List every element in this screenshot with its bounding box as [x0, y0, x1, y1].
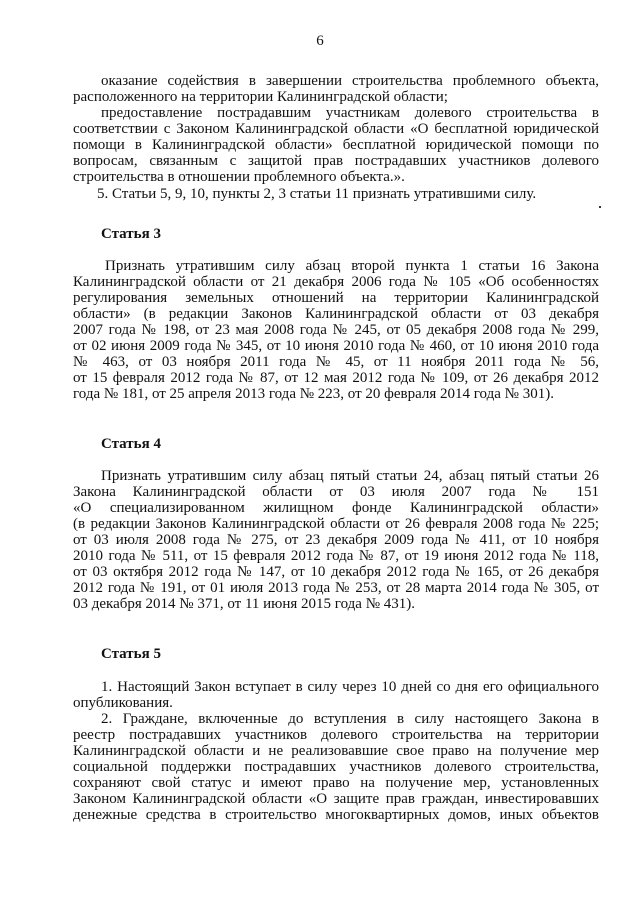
text-line: строительства в отношении проблемного объекта.». [73, 169, 405, 185]
text-line: области» (в редакции Законов Калининградской области от 03 декабря [73, 306, 599, 322]
text-line: 2012 года № 191, от 01 июля 2013 года № 253, от 28 марта 2014 года № 305, от [73, 580, 599, 596]
stray-mark [599, 206, 601, 208]
text-line: оказание содействия в завершении строительства проблемного объекта, [101, 73, 599, 89]
text-line: реестр пострадавших участников долевого строительства на территории [73, 727, 599, 743]
text-line: 5. Статьи 5, 9, 10, пункты 2, 3 статьи 11 признать утратившими силу. [97, 186, 537, 202]
text-line: Калининградской области и не реализовавшие свое право на получение мер [73, 743, 599, 759]
text-line: социальной поддержки пострадавших участников долевого строительства, [73, 759, 599, 775]
text-line: вопросам, связанным с защитой прав пострадавших участников долевого [73, 153, 599, 169]
text-line: 03 декабря 2014 № 371, от 11 июня 2015 года № 431). [73, 596, 416, 612]
text-line: Калининградской области от 21 декабря 2006 года № 105 «Об особенностях [73, 274, 599, 290]
text-line: расположенного на территории Калининградской области; [73, 89, 448, 105]
text-line: помощи в Калининградской области» бесплатной юридической помощи по [73, 137, 599, 153]
text-line: 2. Граждане, включенные до вступления в силу настоящего Закона в [101, 711, 599, 727]
text-line: регулирования земельных отношений на территории Калининградской [73, 290, 599, 306]
text-line: от 03 октября 2012 года № 147, от 10 декабря 2012 года № 165, от 26 декабря [73, 564, 599, 580]
text-line: № 463, от 03 ноября 2011 года № 45, от 11 ноября 2011 года № 56, [73, 354, 599, 370]
article-5-heading: Статья 5 [101, 646, 161, 662]
text-line: опубликования. [73, 695, 173, 711]
text-line: (в редакции Законов Калининградской области от 26 февраля 2008 года № 225; [73, 516, 599, 532]
text-line: «О специализированном жилищном фонде Калининградской области» [73, 500, 599, 516]
text-line: 1. Настоящий Закон вступает в силу через 10 дней со дня его официального [101, 679, 599, 695]
text-line: от 02 июня 2009 года № 345, от 10 июня 2010 года № 460, от 10 июня 2010 года [73, 338, 599, 354]
text-line: 2010 года № 511, от 15 февраля 2012 года № 87, от 19 июня 2012 года № 118, [73, 548, 599, 564]
text-line: Законом Калининградской области «О защите прав граждан, инвестировавших [73, 791, 599, 807]
text-line: от 15 февраля 2012 года № 87, от 12 мая 2012 года № 109, от 26 декабря 2012 [73, 370, 599, 386]
text-line: года № 181, от 25 апреля 2013 года № 223, от 20 февраля 2014 года № 301). [73, 386, 554, 402]
article-3-heading: Статья 3 [101, 226, 161, 242]
text-line: 2007 года № 198, от 23 мая 2008 года № 245, от 05 декабря 2008 года № 299, [73, 322, 599, 338]
text-line: Закона Калининградской области от 03 июля 2007 года № 151 [73, 484, 599, 500]
text-line: Признать утратившим силу абзац второй пункта 1 статьи 16 Закона [105, 258, 599, 274]
text-line: Признать утратившим силу абзац пятый статьи 24, абзац пятый статьи 26 [101, 468, 599, 484]
text-line: сохраняют свой статус и имеют право на получение мер, установленных [73, 775, 599, 791]
text-line: от 03 июля 2008 года № 275, от 23 декабря 2009 года № 411, от 10 ноября [73, 532, 599, 548]
page-number: 6 [316, 33, 324, 49]
text-line: денежные средства в строительство многоквартирных домов, иных объектов [73, 807, 599, 823]
text-line: соответствии с Законом Калининградской области «О бесплатной юридической [73, 121, 599, 137]
text-line: предоставление пострадавшим участникам долевого строительства в [101, 105, 599, 121]
article-4-heading: Статья 4 [101, 436, 161, 452]
